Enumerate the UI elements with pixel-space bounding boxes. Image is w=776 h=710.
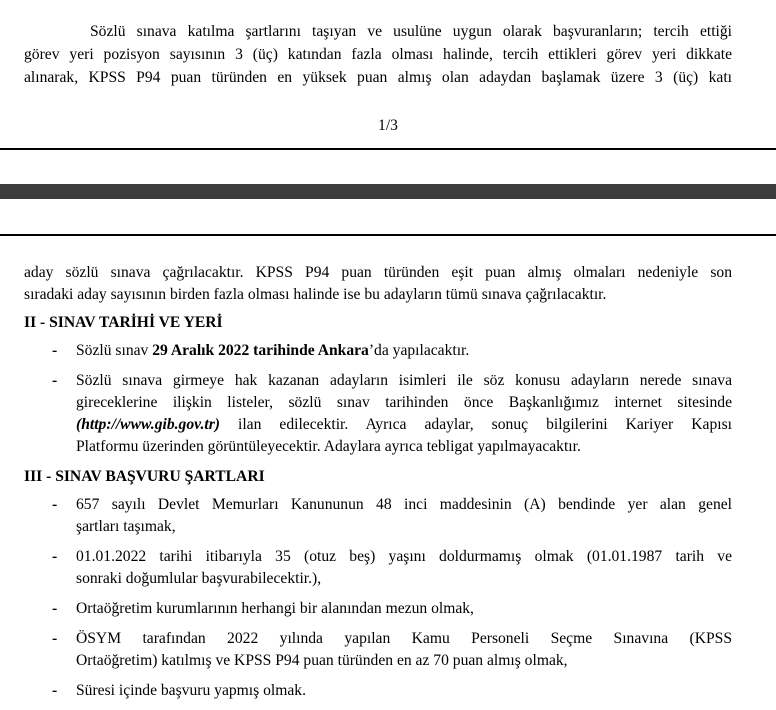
paragraph-line: görev yeri pozisyon sayısının 3 (üç) katından fazla olması halinde, tercih ettikleri görev yeri dikkate	[24, 46, 732, 63]
section-heading-application-requirements: III - SINAV BAŞVURU ŞARTLARI	[24, 468, 265, 485]
paragraph-line: Sözlü sınava katılma şartlarını taşıyan ve usulüne uygun olarak başvuranların; tercih ettiği	[90, 23, 732, 40]
page-top-edge	[0, 234, 776, 236]
list-item	[24, 680, 732, 702]
list-item-line: gireceklerine ilişkin listeler, sözlü sınav tarihinden önce Başkanlığımız internet sitesinde	[76, 394, 732, 411]
next-page-content	[24, 262, 732, 710]
bullet-dash: -	[52, 600, 58, 617]
list-item-line: Süresi içinde başvuru yapmış olmak.	[76, 682, 306, 699]
list-item	[24, 598, 732, 620]
bullet-dash: -	[52, 630, 58, 647]
page-bottom-edge	[0, 148, 776, 150]
text-run: Sözlü sınav	[76, 342, 153, 359]
page-number: 1/3	[378, 117, 398, 134]
previous-page-bottom	[0, 0, 776, 150]
exam-date-location: 29 Aralık 2022 tarihinde Ankara	[152, 342, 369, 359]
website-link[interactable]: (http://www.gib.gov.tr)	[76, 416, 220, 433]
list-item	[24, 370, 732, 458]
text-run: ’da yapılacaktır.	[368, 342, 470, 359]
list-item	[24, 494, 732, 538]
list-item	[24, 546, 732, 590]
bullet-dash: -	[52, 496, 58, 513]
list-item-line: sonraki doğumlular başvurabilecektir.),	[76, 570, 322, 587]
list-item-line	[76, 414, 732, 436]
paragraph-selection-criteria	[24, 20, 732, 89]
continuation-line: aday sözlü sınava çağrılacaktır. KPSS P94 puan türünden eşit puan almış olmaları nedeniyle son	[24, 264, 732, 281]
list-item-line: Sözlü sınava girmeye hak kazanan adayların isimleri ile söz konusu adayların nerede sınava	[76, 372, 732, 389]
text-run: ilan edilecektir. Ayrıca adaylar, sonuç bilgilerini Kariyer Kapısı	[219, 416, 732, 433]
bullet-dash: -	[52, 548, 58, 565]
bullet-dash: -	[52, 682, 58, 699]
continuation-line: sıradaki aday sayısının birden fazla olması halinde ise bu adayların tümü sınava çağrılacaktır.	[24, 286, 607, 303]
page-separator	[0, 184, 776, 199]
bullet-dash: -	[52, 342, 58, 359]
list-item-line: Platformu üzerinden görüntüleyecektir. Adaylara ayrıca tebligat yapılmayacaktır.	[76, 438, 581, 455]
section-heading-exam-date: II - SINAV TARİHİ VE YERİ	[24, 314, 223, 331]
list-item-line: şartları taşımak,	[76, 518, 176, 535]
list-item-line: ÖSYM tarafından 2022 yılında yapılan Kamu Personeli Seçme Sınavına (KPSS	[76, 630, 732, 647]
list-item-line: Ortaöğretim) katılmış ve KPSS P94 puan türünden en az 70 puan almış olmak,	[76, 652, 568, 669]
bullet-dash: -	[52, 372, 58, 389]
list-item-text	[76, 340, 732, 362]
paragraph-line: alınarak, KPSS P94 puan türünden en yüksek puan almış olan adaydan başlamak üzere 3 (üç) katı	[24, 69, 732, 86]
list-item	[24, 628, 732, 672]
list-item-line: 657 sayılı Devlet Memurları Kanununun 48 inci maddesinin (A) bendinde yer alan genel	[76, 496, 732, 513]
list-item-line: 01.01.2022 tarihi itibarıyla 35 (otuz beş) yaşını doldurmamış olmak (01.01.1987 tarih ve	[76, 548, 732, 565]
list-item	[24, 340, 732, 362]
list-item-line: Ortaöğretim kurumlarının herhangi bir alanından mezun olmak,	[76, 600, 474, 617]
